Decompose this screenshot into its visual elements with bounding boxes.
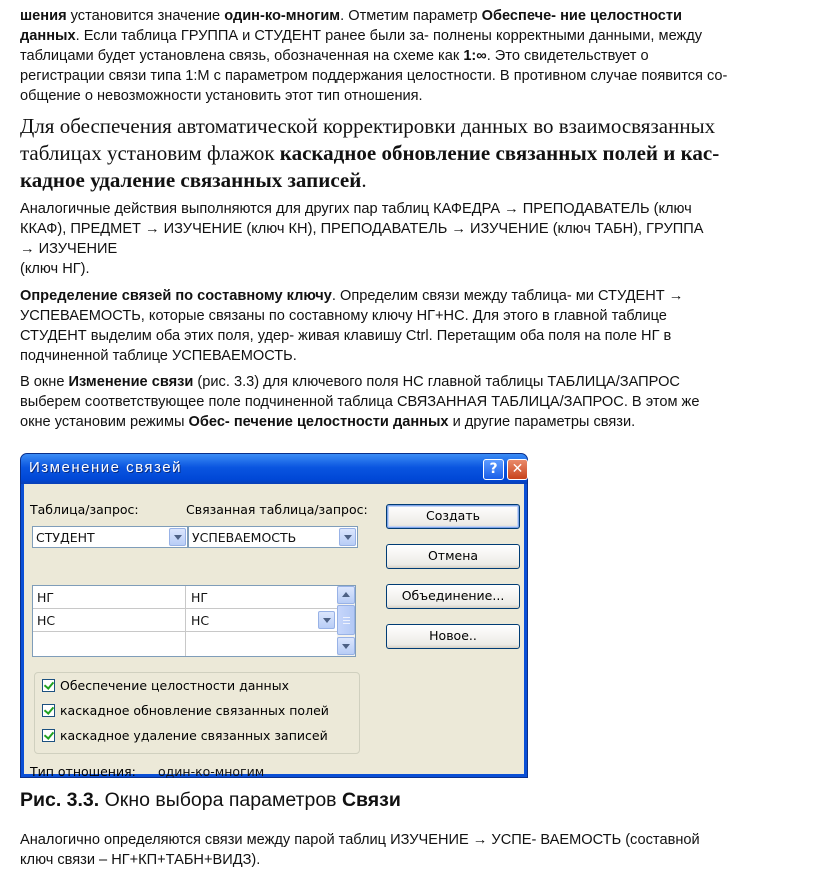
paragraph-composite-key: [20, 286, 800, 366]
field-mapping-grid[interactable]: [32, 585, 356, 657]
text-span: (рис. 3.3) для ключевого поля НС главной таблицы ТАБЛИЦА/ЗАПРОС: [193, 374, 680, 390]
caption-number: Рис. 3.3.: [20, 789, 100, 811]
text-span: . Это свидетельствует о: [486, 48, 649, 64]
create-button[interactable]: Создать: [386, 504, 520, 529]
text-span: установится значение: [66, 8, 225, 24]
dialog-titlebar[interactable]: [21, 454, 527, 484]
bold-term: один-ко-многим: [224, 8, 341, 24]
scroll-down-icon[interactable]: [337, 637, 355, 655]
new-relation-button[interactable]: Новое..: [386, 624, 520, 649]
chevron-down-icon[interactable]: [339, 528, 356, 546]
text-line: подчиненной таблице УСПЕВАЕМОСТЬ.: [20, 348, 297, 364]
bold-term: Определение связей по составному ключу: [20, 288, 332, 304]
text-span: В окне: [20, 374, 69, 390]
bold-term: 1:∞: [463, 48, 487, 64]
paragraph-cascade: [20, 113, 800, 194]
left-field-cell[interactable]: НС: [37, 613, 56, 628]
text-span: . Определим связи между таблица- ми СТУДЕНТ →: [331, 288, 684, 304]
scroll-up-icon[interactable]: [337, 586, 355, 604]
table-select-value: СТУДЕНТ: [36, 530, 95, 545]
text-span: и другие параметры связи.: [448, 414, 636, 430]
edit-relationships-dialog: [20, 453, 528, 778]
text-line: СТУДЕНТ выделим оба этих поля, удер- живая клавишу Ctrl. Перетащим оба поля на поле НГ в: [20, 328, 672, 344]
chevron-down-icon[interactable]: [169, 528, 186, 546]
vertical-scrollbar[interactable]: [337, 586, 355, 656]
table-query-label: Таблица/запрос:: [30, 502, 139, 517]
text-line: [20, 140, 800, 167]
grip-line: [343, 617, 350, 618]
text-line: Аналогично определяются связи между парой таблиц ИЗУЧЕНИЕ → УСПЕ- ВАЕМОСТЬ (составной: [20, 832, 700, 848]
question-icon: ?: [489, 461, 498, 477]
text-line: (ключ НГ).: [20, 261, 90, 277]
table-select[interactable]: [32, 526, 188, 548]
bold-term: шения: [20, 8, 67, 24]
cascade-delete-label[interactable]: каскадное удаление связанных записей: [60, 728, 328, 743]
help-button[interactable]: [483, 459, 504, 480]
grip-line: [343, 623, 350, 624]
bold-term: Обес- печение целостности данных: [188, 414, 449, 430]
related-table-select-value: УСПЕВАЕМОСТЬ: [192, 530, 297, 545]
paragraph-integrity: [20, 6, 800, 106]
checkbox-referential-integrity[interactable]: [42, 679, 55, 692]
text-line: [20, 6, 800, 26]
paragraph-edit-relations: [20, 372, 800, 432]
text-line: Для обеспечения автоматической корректировки данных во взаимосвязанных: [20, 114, 716, 138]
text-line: ключ связи – НГ+КП+ТАБН+ВИДЗ).: [20, 852, 261, 868]
text-span: . Если таблица ГРУППА и СТУДЕНТ ранее были за- полнены корректными данными, между: [75, 28, 703, 44]
bold-term: данных: [20, 28, 76, 44]
text-span: окне установим режимы: [20, 414, 189, 430]
text-line: [20, 286, 800, 306]
bold-term: Обеспече- ние целостности: [481, 8, 682, 24]
text-line: Аналогичные действия выполняются для других пар таблиц КАФЕДРА → ПРЕПОДАВАТЕЛЬ (ключ: [20, 201, 692, 217]
caption-bold-word: Связи: [341, 789, 401, 811]
caption-text: Окно выбора параметров: [99, 789, 342, 811]
text-line: [20, 372, 800, 392]
bold-term: Изменение связи: [68, 374, 194, 390]
text-line: [20, 167, 800, 194]
close-button[interactable]: [507, 459, 528, 480]
checkbox-cascade-update[interactable]: [42, 704, 55, 717]
close-icon: ✕: [511, 461, 524, 477]
text-line: общение о невозможности установить этот тип отношения.: [20, 88, 423, 104]
referential-integrity-label[interactable]: Обеспечение целостности данных: [60, 678, 289, 693]
bold-term: кадное удаление связанных записей: [20, 168, 362, 192]
chevron-down-icon[interactable]: [318, 611, 335, 629]
paragraph-similar-actions: [20, 199, 800, 279]
paragraph-analogous-links: [20, 830, 800, 870]
text-span: таблицами будет установлена связь, обозначенная на схеме как: [20, 48, 464, 64]
dialog-title: Изменение связей: [29, 459, 182, 476]
text-span: .: [361, 168, 367, 192]
column-divider: [185, 586, 186, 656]
text-line: → ИЗУЧЕНИЕ: [20, 241, 118, 257]
text-line: УСПЕВАЕМОСТЬ, которые связаны по составному ключу НГ+НС. Для этого в главной таблице: [20, 308, 667, 324]
join-type-button[interactable]: Объединение...: [386, 584, 520, 609]
cancel-button[interactable]: Отмена: [386, 544, 520, 569]
left-field-cell[interactable]: НГ: [37, 590, 55, 605]
right-field-cell[interactable]: НС: [191, 613, 210, 628]
dialog-client-area: [24, 484, 524, 779]
figure-caption: [20, 787, 401, 813]
related-table-label: Связанная таблица/запрос:: [186, 502, 368, 517]
checkbox-cascade-delete[interactable]: [42, 729, 55, 742]
cascade-update-label[interactable]: каскадное обновление связанных полей: [60, 703, 329, 718]
text-span: таблицах установим флажок: [20, 141, 280, 165]
text-line: выберем соответствующее поле подчиненной таблица СВЯЗАННАЯ ТАБЛИЦА/ЗАПРОС. В этом же: [20, 394, 700, 410]
grip-line: [343, 620, 350, 621]
bold-term: каскадное обновление связанных полей и кас-: [279, 141, 720, 165]
text-line: ККАФ), ПРЕДМЕТ → ИЗУЧЕНИЕ (ключ КН), ПРЕПОДАВАТЕЛЬ → ИЗУЧЕНИЕ (ключ ТАБН), ГРУППА: [20, 221, 704, 237]
text-line: [20, 46, 800, 66]
text-span: . Отметим параметр: [340, 8, 482, 24]
right-field-cell[interactable]: НГ: [191, 590, 209, 605]
related-table-select[interactable]: [188, 526, 358, 548]
relation-type-value: один-ко-многим: [158, 764, 265, 779]
scrollbar-thumb[interactable]: [337, 605, 355, 635]
text-line: регистрации связи типа 1:М с параметром поддержания целостности. В противном случае появится со-: [20, 68, 728, 84]
text-line: [20, 26, 800, 46]
relation-type-label: Тип отношения:: [30, 764, 136, 779]
text-line: [20, 412, 800, 432]
